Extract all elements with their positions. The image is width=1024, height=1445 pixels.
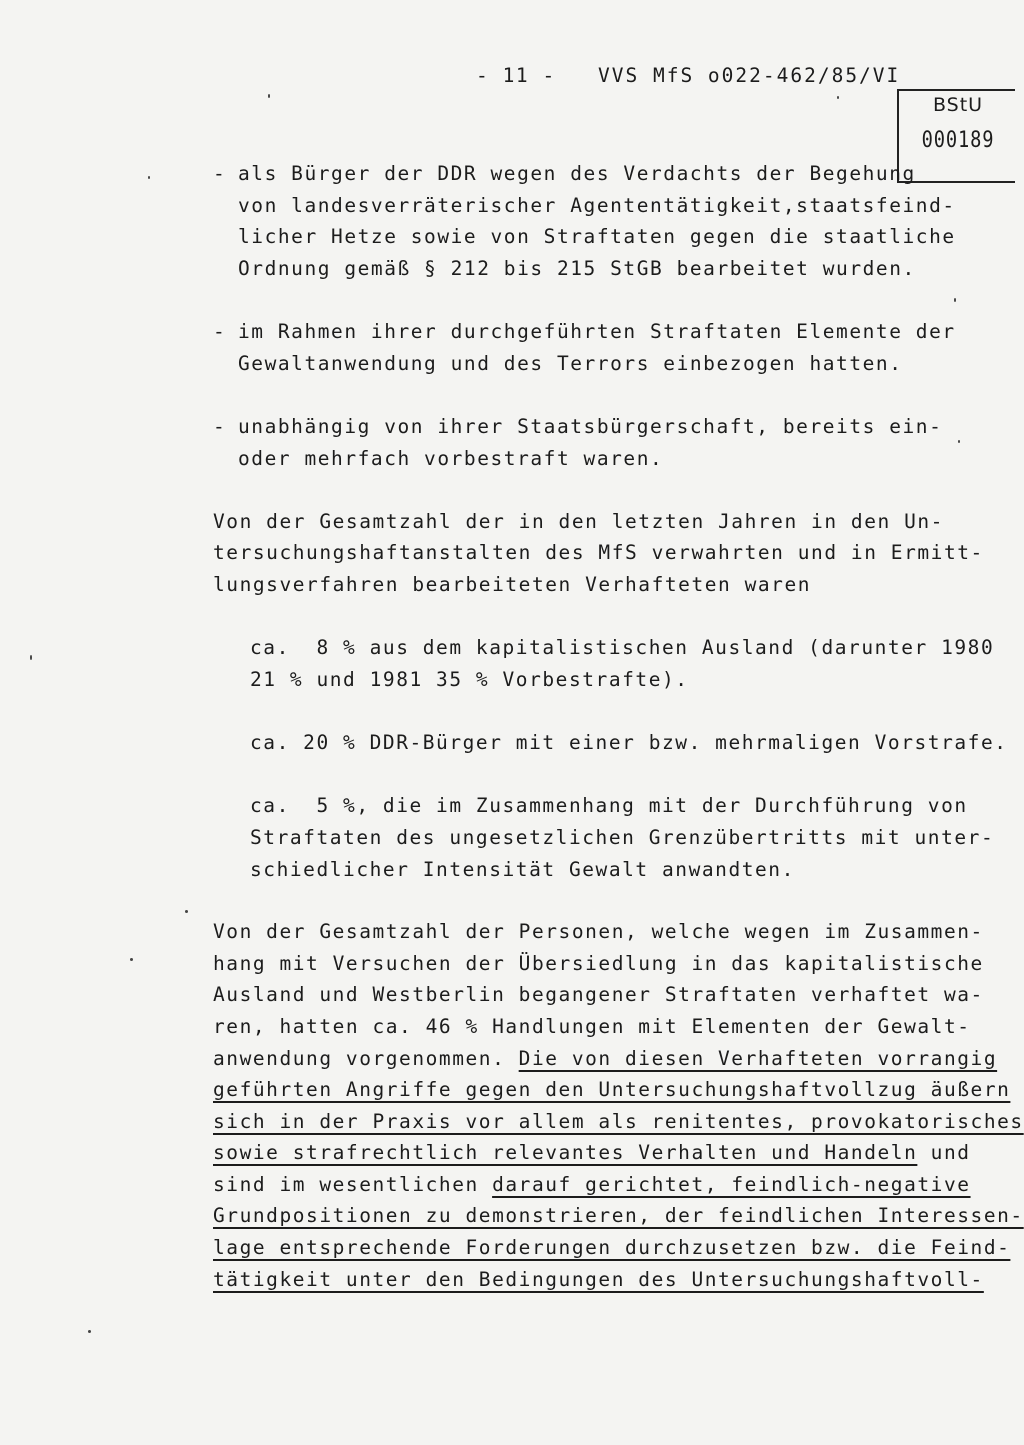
stat-line: ca. 5 %, die im Zusammenhang mit der Durchführung von [250, 794, 968, 817]
bullet-line: oder mehrfach vorbestraft waren. [238, 447, 664, 470]
bullet-line: von landesverräterischer Agententätigkeit,staatsfeind- [238, 194, 956, 217]
paragraph-line: hang mit Versuchen der Übersiedlung in das kapitalistische [213, 952, 984, 975]
scan-speck [268, 94, 270, 98]
plain-text: sind im wesentlichen [213, 1173, 493, 1196]
bullet-line: unabhängig von ihrer Staatsbürgerschaft, bereits ein- [238, 415, 943, 438]
paragraph-line [213, 1047, 997, 1071]
stat-line: ca. 8 % aus dem kapitalistischen Ausland (darunter 1980 [250, 636, 995, 659]
bullet-marker: - [213, 162, 225, 185]
underlined-line: geführten Angriffe gegen den Untersuchungshaftvollzug äußern [213, 1078, 1011, 1101]
paragraph-line: Von der Gesamtzahl der Personen, welche wegen im Zusammen- [213, 920, 984, 943]
paragraph-line: lungsverfahren bearbeiteten Verhafteten waren [213, 573, 812, 596]
paragraph-line: ren, hatten ca. 46 % Handlungen mit Elementen der Gewalt- [213, 1015, 971, 1038]
document-reference: VVS MfS o022-462/85/VI [598, 64, 901, 87]
underlined-text: darauf gerichtet, feindlich-negative [492, 1173, 971, 1196]
bullet-marker: - [213, 415, 225, 438]
scan-speck [88, 1330, 91, 1333]
plain-text: anwendung vorgenommen. [213, 1047, 519, 1070]
scan-speck [185, 910, 188, 913]
underlined-text: Die von diesen Verhafteten vorrangig [518, 1047, 998, 1070]
stat-line: 21 % und 1981 35 % Vorbestrafte). [250, 668, 689, 691]
scan-speck [837, 96, 839, 99]
underlined-text: sowie strafrechtlich relevantes Verhalten und Handeln [213, 1141, 918, 1164]
stamp-number: 000189 [921, 128, 995, 153]
page-number: - 11 - [476, 64, 556, 87]
bullet-line: Gewaltanwendung und des Terrors einbezogen hatten. [238, 352, 903, 375]
paragraph-line: Ausland und Westberlin begangener Straftaten verhaftet wa- [213, 983, 984, 1006]
underlined-line: Grundpositionen zu demonstrieren, der feindlichen Interessen- [213, 1204, 1024, 1227]
paragraph-line [213, 1141, 971, 1165]
stat-line: Straftaten des ungesetzlichen Grenzübertritts mit unter- [250, 826, 995, 849]
stat-line: ca. 20 % DDR-Bürger mit einer bzw. mehrmaligen Vorstrafe. [250, 731, 1008, 754]
underlined-line: tätigkeit unter den Bedingungen des Untersuchungshaftvoll- [213, 1268, 984, 1291]
scan-speck [30, 655, 32, 660]
bullet-line: Ordnung gemäß § 212 bis 215 StGB bearbeitet wurden. [238, 257, 916, 280]
bullet-marker: - [213, 320, 225, 343]
stamp-organization: BStU [932, 94, 984, 116]
underlined-line: sich in der Praxis vor allem als renitentes, provokatorisches [213, 1110, 1024, 1133]
bullet-line: als Bürger der DDR wegen des Verdachts der Begehung [238, 162, 916, 185]
stat-line: schiedlicher Intensität Gewalt anwandten. [250, 858, 795, 881]
paragraph-line [213, 1173, 971, 1197]
plain-text: und [917, 1141, 971, 1164]
bullet-line: licher Hetze sowie von Straftaten gegen die staatliche [238, 225, 956, 248]
scan-speck [148, 176, 150, 179]
bullet-line: im Rahmen ihrer durchgeführten Straftaten Elemente der [238, 320, 956, 343]
paragraph-line: tersuchungshaftanstalten des MfS verwahrten und in Ermitt- [213, 541, 984, 564]
underlined-line: lage entsprechende Forderungen durchzusetzen bzw. die Feind- [213, 1236, 1011, 1259]
scan-speck [958, 440, 960, 443]
scan-speck [954, 298, 956, 302]
paragraph-line: Von der Gesamtzahl der in den letzten Jahren in den Un- [213, 510, 944, 533]
scan-speck [130, 958, 133, 961]
